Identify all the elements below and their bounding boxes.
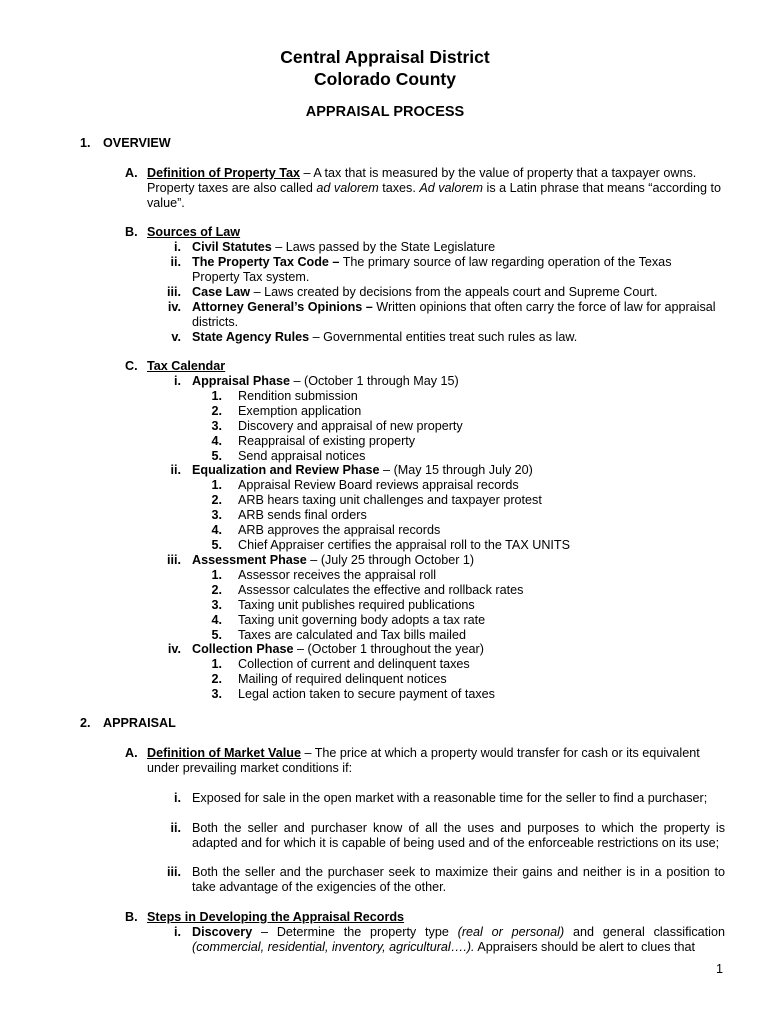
phase-label: Assessment Phase: [192, 553, 307, 567]
phase-dates: – (May 15 through July 20): [379, 463, 533, 477]
step-text: ARB sends final orders: [238, 508, 367, 522]
phase-item: [192, 553, 725, 568]
step-number: 4.: [211, 434, 222, 448]
appraisal-b-letter: B.: [125, 910, 138, 924]
discovery-item: [192, 925, 725, 955]
sources-of-law-heading: [147, 225, 725, 240]
step-number: 5.: [211, 449, 222, 463]
discovery-text-1: – Determine the property type: [252, 925, 458, 939]
law-label: Civil Statutes: [192, 240, 272, 254]
phase-roman: iv.: [167, 642, 181, 656]
section-2-title: APPRAISAL: [103, 716, 176, 730]
phase-item: [192, 374, 725, 389]
discovery-label: Discovery: [192, 925, 253, 939]
document-title: APPRAISAL PROCESS: [305, 104, 465, 120]
law-item: [192, 255, 692, 285]
law-item: [192, 240, 725, 255]
law-text: – Governmental entities treat such rules as law.: [309, 330, 578, 344]
step-text: Mailing of required delinquent notices: [238, 672, 447, 686]
step-number: 2.: [211, 583, 222, 597]
property-tax-text-3: is a Latin phrase that means “according to value”.: [147, 180, 722, 210]
step-number: 1.: [211, 478, 222, 492]
discovery-roman: i.: [174, 925, 181, 939]
step-text: ARB approves the appraisal records: [238, 523, 441, 537]
step-text: Rendition submission: [238, 389, 358, 403]
market-value-definition: [147, 746, 725, 776]
overview-c-letter: C.: [125, 359, 138, 373]
discovery-text-3: Appraisers should be alert to clues that: [474, 939, 696, 954]
step-text: Chief Appraiser certifies the appraisal roll to the TAX UNITS: [238, 538, 571, 552]
step-number: 5.: [211, 538, 222, 552]
step-text: Collection of current and delinquent taxes: [238, 657, 470, 671]
step-number: 2.: [211, 672, 222, 686]
step-text: Send appraisal notices: [238, 449, 366, 463]
law-text: Written opinions that often carry the force of law for appraisal districts.: [192, 300, 716, 329]
condition-text: Exposed for sale in the open market with a reasonable time for the seller to find a purchaser;: [192, 791, 708, 805]
step-text: Discovery and appraisal of new property: [238, 419, 463, 433]
law-label: The Property Tax Code –: [192, 255, 340, 269]
law-roman: i.: [174, 240, 181, 254]
condition-roman: ii.: [170, 821, 181, 835]
step-number: 3.: [211, 687, 222, 701]
law-item: [192, 285, 725, 300]
appraisal-steps-heading-text: Steps in Developing the Appraisal Records: [147, 910, 405, 924]
phase-dates: – (October 1 through May 15): [290, 374, 459, 388]
step-number: 1.: [211, 389, 222, 403]
phase-roman: iii.: [167, 553, 181, 567]
phase-dates: – (July 25 through October 1): [306, 553, 475, 567]
property-tax-definition: [147, 166, 725, 210]
phase-label: Collection Phase: [192, 642, 294, 656]
step-number: 1.: [211, 568, 222, 582]
property-tax-heading: Definition of Property Tax: [147, 166, 301, 180]
step-number: 4.: [211, 613, 222, 627]
step-text: Taxing unit publishes required publications: [238, 598, 475, 612]
discovery-italic-1: (real or personal): [457, 925, 565, 939]
step-text: Assessor calculates the effective and rollback rates: [238, 583, 524, 597]
appraisal-steps-heading: [147, 910, 725, 925]
section-1-number: 1.: [80, 136, 91, 150]
tax-calendar-heading-text: Tax Calendar: [147, 359, 226, 373]
tax-calendar-heading: [147, 359, 725, 374]
step-text: Exemption application: [238, 404, 362, 418]
condition-text: Both the seller and the purchaser seek to maximize their gains and neither is in a position to take advantage of the exigencies of the other.: [192, 865, 725, 894]
phase-roman: ii.: [170, 463, 181, 477]
overview-a-letter: A.: [125, 166, 138, 180]
step-number: 2.: [211, 493, 222, 507]
law-text: – Laws created by decisions from the appeals court and Supreme Court.: [250, 285, 658, 299]
law-label: Case Law: [192, 285, 251, 299]
step-text: Taxes are calculated and Tax bills mailed: [238, 628, 466, 642]
property-tax-italic-2: Ad valorem: [419, 180, 484, 195]
step-number: 2.: [211, 404, 222, 418]
condition-roman: i.: [174, 791, 181, 805]
phase-label: Equalization and Review Phase: [192, 463, 380, 477]
discovery-text-2: and general classification: [564, 925, 725, 939]
property-tax-text-1: – A tax that is measured by the value of property that a taxpayer owns. Property taxes are also called: [147, 166, 697, 195]
law-roman: iii.: [167, 285, 181, 299]
condition-roman: iii.: [167, 865, 181, 879]
law-label: State Agency Rules: [192, 330, 310, 344]
page-number: 1: [716, 962, 724, 976]
step-number: 3.: [211, 508, 222, 522]
discovery-italic-2: (commercial, residential, inventory, agricultural….).: [192, 939, 475, 954]
phase-item: [192, 463, 725, 478]
law-roman: ii.: [170, 255, 181, 269]
county-title: Colorado County: [314, 69, 456, 89]
market-value-heading: Definition of Market Value: [147, 746, 301, 760]
sources-of-law-heading-text: Sources of Law: [147, 225, 241, 239]
law-roman: iv.: [167, 300, 181, 314]
step-number: 1.: [211, 657, 222, 671]
phase-roman: i.: [174, 374, 181, 388]
step-text: Assessor receives the appraisal roll: [238, 568, 437, 582]
appraisal-a-letter: A.: [125, 746, 138, 760]
law-roman: v.: [171, 330, 181, 344]
step-text: Taxing unit governing body adopts a tax rate: [238, 613, 486, 627]
phase-dates: – (October 1 throughout the year): [293, 642, 484, 656]
step-text: Legal action taken to secure payment of taxes: [238, 687, 495, 701]
step-number: 4.: [211, 523, 222, 537]
law-text: – Laws passed by the State Legislature: [271, 240, 496, 254]
step-number: 3.: [211, 598, 222, 612]
condition-text: Both the seller and purchaser know of all the uses and purposes to which the property is adapted and for which it is capable of being used and of the enforceable restrictions on its use;: [192, 821, 725, 850]
section-1-title: OVERVIEW: [103, 136, 171, 150]
phase-item: [192, 642, 725, 657]
overview-b-letter: B.: [125, 225, 138, 239]
section-2-number: 2.: [80, 716, 91, 730]
step-number: 3.: [211, 419, 222, 433]
step-text: ARB hears taxing unit challenges and taxpayer protest: [238, 493, 542, 507]
property-tax-italic-1: ad valorem: [316, 180, 379, 195]
district-title: Central Appraisal District: [280, 47, 490, 67]
law-item: [192, 300, 725, 330]
step-number: 5.: [211, 628, 222, 642]
law-item: [192, 330, 725, 345]
law-text: The primary source of law regarding operation of the Texas Property Tax system.: [192, 255, 672, 284]
market-value-text: – The price at which a property would transfer for cash or its equivalent under prevailing market conditions if:: [147, 746, 700, 775]
property-tax-text-2: taxes.: [378, 180, 420, 195]
law-label: Attorney General’s Opinions –: [192, 300, 373, 314]
step-text: Appraisal Review Board reviews appraisal records: [238, 478, 519, 492]
phase-label: Appraisal Phase: [192, 374, 290, 388]
step-text: Reappraisal of existing property: [238, 434, 416, 448]
